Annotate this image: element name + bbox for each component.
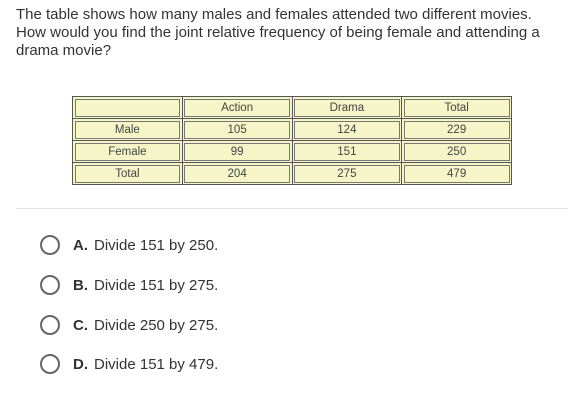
answer-option-a[interactable] [40,233,218,257]
table-cell: 229 [402,119,512,141]
table-row-total [73,163,512,185]
header-cell-action: Action [182,97,292,119]
table-cell: 250 [402,141,512,163]
option-text: Divide 250 by 275. [94,316,219,334]
divider [16,208,568,209]
header-cell-blank [73,97,183,119]
option-text: Divide 151 by 275. [94,276,219,294]
option-text: Divide 151 by 250. [94,236,219,254]
option-letter: C. [73,316,88,334]
option-letter: B. [73,276,88,294]
frequency-table [72,96,512,185]
table-cell: Total [73,163,183,185]
option-letter: A. [73,236,88,254]
table-cell: Male [73,119,183,141]
radio-button-icon[interactable] [40,315,60,335]
table-cell: 105 [182,119,292,141]
option-letter: D. [73,355,88,373]
answer-option-c[interactable] [40,313,218,337]
header-cell-total: Total [402,97,512,119]
table-cell: 99 [182,141,292,163]
answer-option-d[interactable] [40,352,218,376]
header-cell-drama: Drama [292,97,402,119]
option-text: Divide 151 by 479. [94,355,219,373]
table-cell: Female [73,141,183,163]
table-cell: 151 [292,141,402,163]
radio-button-icon[interactable] [40,354,60,374]
radio-button-icon[interactable] [40,275,60,295]
table-cell: 479 [402,163,512,185]
radio-button-icon[interactable] [40,235,60,255]
table-cell: 124 [292,119,402,141]
table-header-row [73,97,512,119]
answer-option-b[interactable] [40,273,218,297]
table-cell: 275 [292,163,402,185]
question-text: The table shows how many males and females attended two different movies. How would you find the joint relative frequency of being female and attending a drama movie? [16,6,540,59]
table-row-male [73,119,512,141]
table-row-female [73,141,512,163]
table-cell: 204 [182,163,292,185]
